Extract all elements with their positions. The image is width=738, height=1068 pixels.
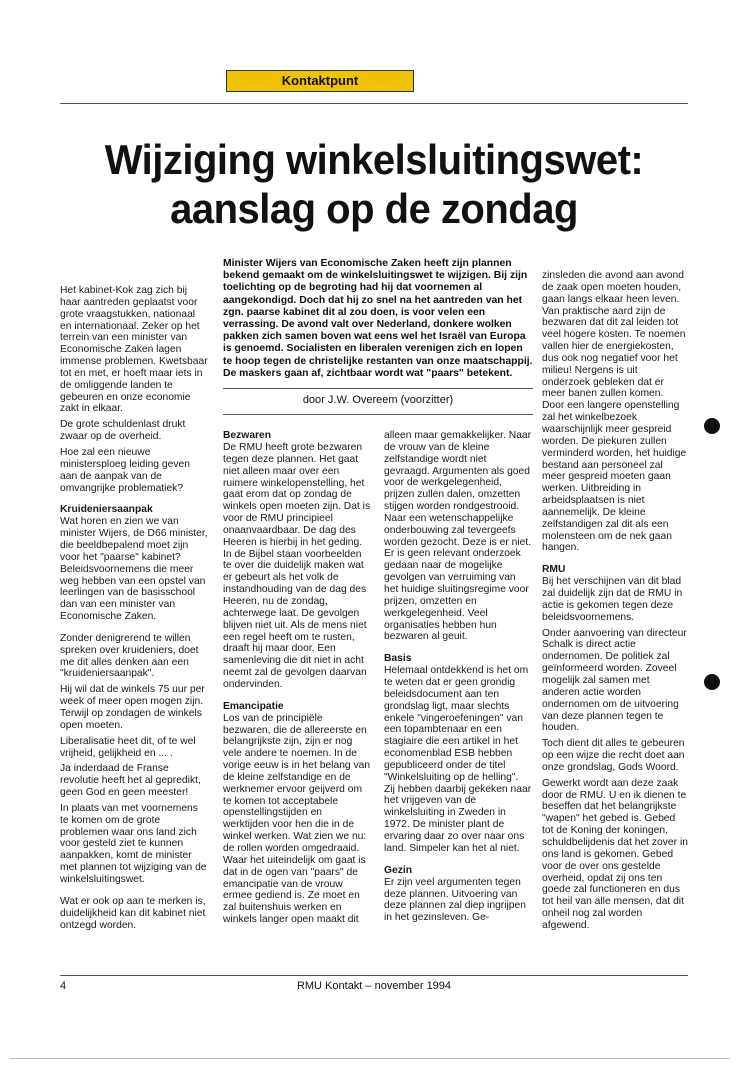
- paragraph: Het kabinet-Kok zag zich bij haar aantreden geplaatst voor grote vraagstukken, nationaal en internationaal. Zeker op het terrein van een minister van Economische Zaken lagen immense problemen. Kwetsbaar tot en met, er hoeft maar iets in de omliggende landen te gebeuren en onze economie zakt in elkaar.: [60, 285, 208, 415]
- subheading: Basis: [384, 653, 412, 665]
- paragraph: Er zijn veel argumenten tegen deze plannen. Uitvoering van deze plannen zal diep ingrijpen in het gezinsleven. Ge-: [384, 876, 526, 924]
- paragraph: Ja inderdaad de Franse revolutie heeft het al gepredikt, geen God en geen meester!: [60, 763, 201, 799]
- article-headline: [60, 136, 688, 235]
- paragraph: In plaats van met voornemens te komen om de grote problemen waar ons land zich voor gesteld ziet te kunnen aanpakken, komt de minister met plannen tot wijziging van de winkelsluitingswet.: [60, 802, 207, 885]
- paragraph: De grote schuldenlast drukt zwaar op de overheid.: [60, 419, 186, 443]
- byline-divider-bottom: [223, 414, 533, 415]
- paragraph: Bij het verschijnen van dit blad zal duidelijk zijn dat de RMU in actie is gekomen tegen deze beleidsvoornemens.: [542, 576, 683, 623]
- footer-divider: [60, 975, 688, 976]
- paragraph: De RMU heeft grote bezwaren tegen deze plannen. Het gaat niet alleen maar over een ruimere winkelopenstelling, het gaat erom dat op zondag de winkels open moeten zijn. Dat is voor de RMU principieel onaanvaardbaar. De dag des Heeren is hierbij in het geding. In de Bijbel staan voorbeelden te over die duidelijk maken wat er gebeurt als het volk de instandhouding van de dag des Heeren, nu de zondag, achterwege laat. De gevolgen blijven niet uit. Als de mens niet een regel heeft om te rusten, draaft hij maar door. Een samenleving die dit niet in acht neemt zal de gevolgen daarvan ondervinden.: [223, 442, 371, 690]
- paragraph: Wat horen en zien we van minister Wijers, de D66 minister, die beeldbepalend moet zijn voor het "paarse" kabinet? Beleidsvoornemens die meer weg hebben van een opstel van leerlingen van de basisschool dan van een minister van Economische Zaken.: [60, 516, 208, 623]
- header-divider: [60, 103, 688, 104]
- paragraph: Onder aanvoering van directeur Schalk is direct actie ondernomen. De politiek zal geïnformeerd worden. Zoveel mogelijk zal samen met anderen actie worden ondernomen om de uitvoering van deze plannen tegen te houden.: [542, 627, 687, 734]
- text-column-3: [384, 430, 532, 928]
- paragraph: Toch dient dit alles te gebeuren op een wijze die recht doet aan onze grondslag, Gods Woord.: [542, 738, 685, 773]
- subheading: Bezwaren: [223, 430, 272, 441]
- subheading: Emancipatie: [223, 700, 284, 712]
- paragraph: Hij wil dat de winkels 75 uur per week of meer open mogen zijn. Terwijl op zondagen de winkels open moeten.: [60, 684, 205, 731]
- paragraph: Hoe zal een nieuwe ministersploeg leiding geven aan de aanpak van de omvangrijke problematiek?: [60, 446, 190, 494]
- subheading: Kruideniersaanpak: [60, 504, 153, 516]
- binder-hole-icon: [704, 674, 720, 690]
- paragraph: Los van de principiële bezwaren, die de allereerste en belangrijkste zijn, zijn er nog vele andere te noemen. In de vorige eeuw is in het belang van de kleine zelfstandige en de werknemer ervoor geijverd om te komen tot acceptabele openstellingstijden en werktijden voor hen die in de winkel werken. Wat zien we nu: de rollen worden omgedraaid. Waar het uiteindelijk om gaat is dat in de ogen van "paars" de emancipatie van de vrouw ermee gediend is. Ze moet en zal buitenshuis werken en winkels langer open maakt dit: [223, 712, 371, 926]
- text-column-1: [60, 285, 208, 935]
- text-column-4: [542, 270, 688, 936]
- binder-hole-icon: [704, 418, 720, 434]
- paragraph: Wat er ook op aan te merken is, duidelijkheid kan dit kabinet niet ontzegd worden.: [60, 895, 206, 931]
- paragraph: alleen maar gemakkelijker. Naar de vrouw van de kleine zelfstandige wordt niet gevraagd. Argumenten als goed voor de werkgelegenheid, prijzen zullen dalen, omzetten stijgen worden rondgestrooid. Naar een wetenschappelijke onderbouwing zal tevergeefs worden gezocht. Deze is er niet. Er is geen relevant onderzoek gedaan naar de mogelijke gevolgen van verruiming van het huidige sluitingsregime voor prijzen, omzetten en werkgelegenheid. Veel organisaties hebben hun bezwaren al geuit.: [384, 430, 532, 643]
- paragraph: zinsleden die avond aan avond de zaak open moeten houden, gaan langs elkaar heen leven. Van praktische aard zijn de bezwaren dat dit zal leiden tot veel hogere kosten. Te noemen vallen hier de energiekosten, dus ook nog negatief voor het milieu! Nergens is uit onderzoek gebleken dat er meer banen zullen komen. Door een langere openstelling zal het winkelbezoek waarschijnlijk meer gespreid worden. De piekuren zullen verminderd worden, het huidige bestand aan personeel zal meer gespreid moeten gaan werken. Uitbreiding in arbeidsplaatsen is niet aannemelijk. De kleine zelfstandigen zal dit als een molensteen om de nek gaan hangen.: [542, 270, 687, 554]
- text-column-2: [223, 430, 371, 930]
- page-number: 4: [60, 980, 67, 992]
- paragraph: Gewerkt wordt aan deze zaak door de RMU. U en ik dienen te beseffen dat het belangrijkste "wapen" het gebed is. Gebed tot de Koning der koningen, schuldbelijdenis dat het zover in ons land is gekomen. Gebed voor de over ons gestelde overheid, opdat zij ons ten goede zal functioneren en dus tot heil van alle mensen, dat dit onheil nog zal worden afgewend.: [542, 777, 688, 931]
- section-label: Kontaktpunt: [226, 70, 414, 92]
- byline-divider-top: [223, 388, 533, 389]
- byline: door J.W. Overeem (voorzitter): [302, 394, 454, 406]
- paragraph: Liberalisatie heet dit, of te wel vrijheid, gelijkheid en ... .: [60, 735, 196, 759]
- footer-publication: RMU Kontakt – november 1994: [296, 980, 452, 992]
- headline-line-2: aanslag op de zondag: [170, 186, 578, 233]
- paragraph: Helemaal ontdekkend is het om te weten dat er geen grondig beleidsdocument aan ten grondslag ligt, maar slechts enkele "vingeroefeningen" van een topambtenaar en een stagiaire die een artikel in het economenblad ESB hebben gepubliceerd onder de titel "Winkelsluiting op de helling". Zij hebben daarbij gekeken naar het vrijgeven van de winkelsluiting in Zweden in 1972. De minister plant de ervaring daar zo over naar ons land. Simpeler kan het al niet.: [384, 665, 532, 854]
- subheading: RMU: [542, 564, 566, 576]
- subheading: Gezin: [384, 864, 413, 876]
- headline-line-1: Wijziging winkelsluitingswet:: [104, 137, 644, 184]
- article-lead: Minister Wijers van Economische Zaken heeft zijn plannen bekend gemaakt om de winkelsluitingswet te wijzigen. Bij zijn toelichting op de begroting had hij dat voornemen al aangekondigd. Doch dat hij zo snel na het aantreden van het zgn. paarse kabinet dit al zou doen, is voor velen een verrassing. De avond valt over Nederland, donkere wolken pakken zich samen boven wat eens wel het Israël van Europa is genoemd. Socialisten en liberalen verenigen zich en lopen te hoop tegen de christelijke restanten van onze maatschappij. De maskers gaan af, zichtbaar wordt wat "paars" betekent.: [223, 258, 533, 379]
- paragraph: Zonder denigrerend te willen spreken over kruideniers, doet me dit alles denken aan een "kruideniersaanpak".: [60, 632, 199, 680]
- scan-edge: [10, 1058, 730, 1059]
